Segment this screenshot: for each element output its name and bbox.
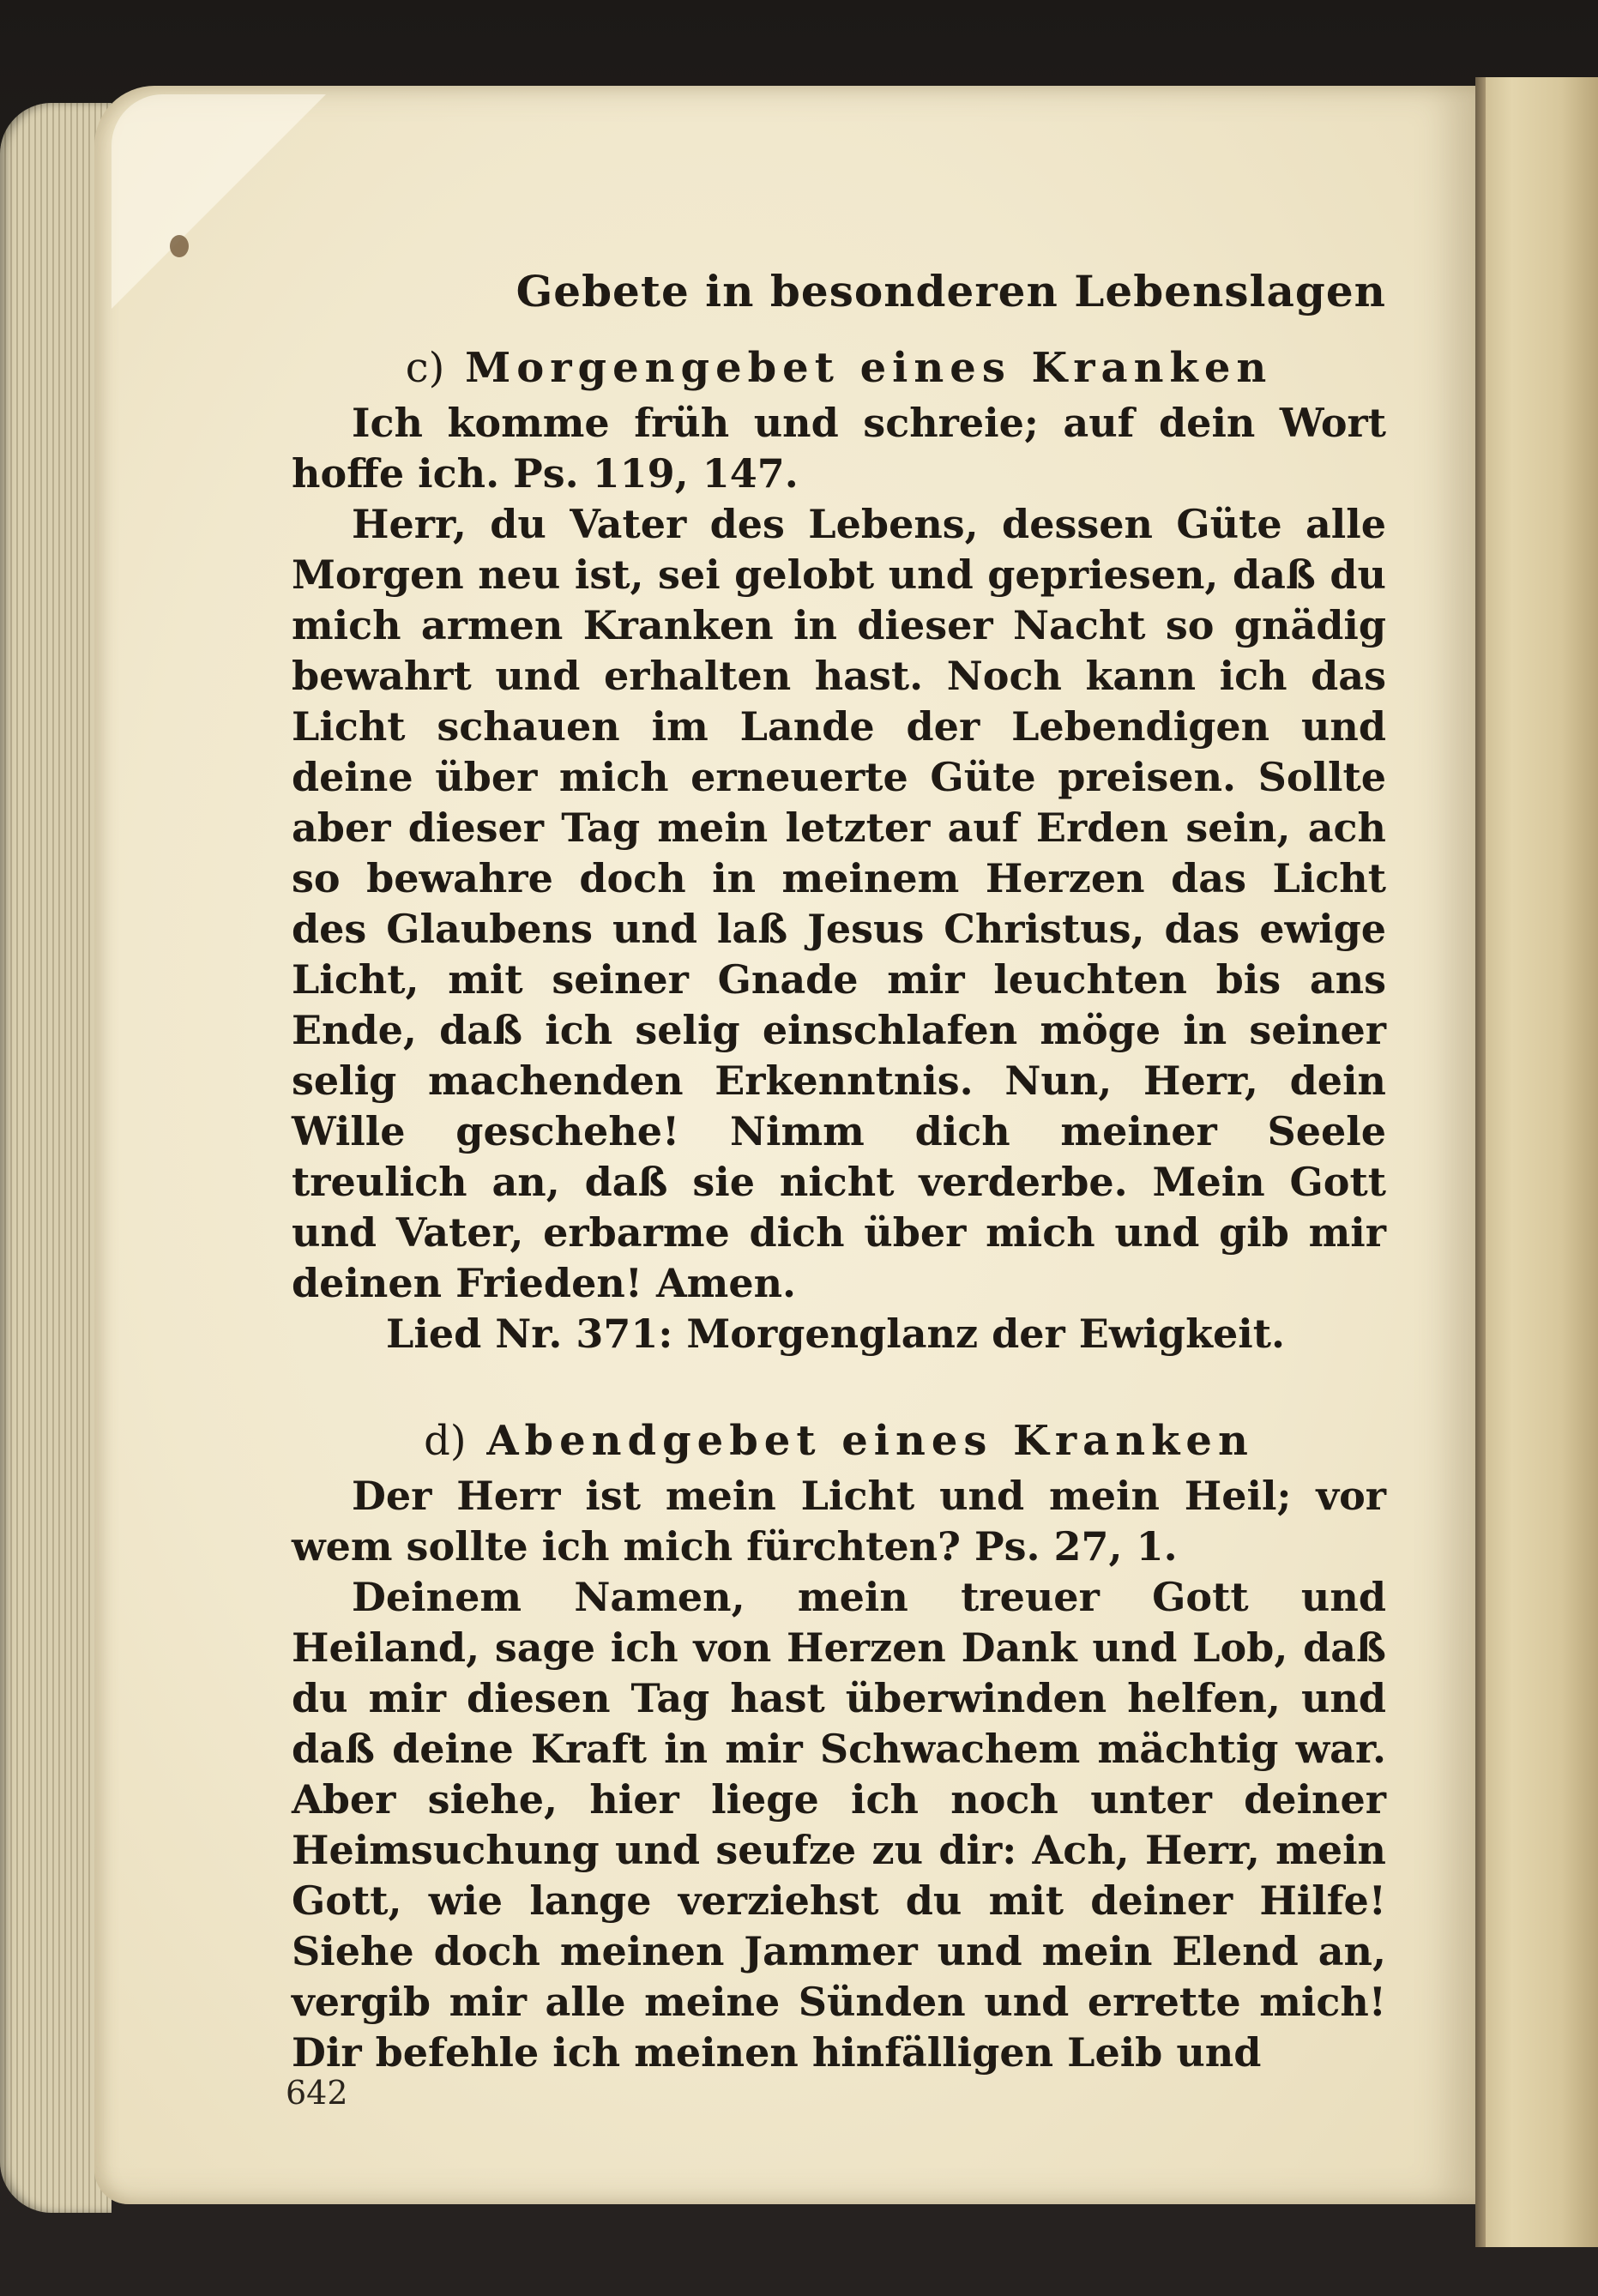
section-d-motto: Der Herr ist mein Licht und mein Heil; vor wem sollte ich mich fürchten? Ps. 27, 1. xyxy=(292,1473,1386,1570)
section-d-title xyxy=(292,1411,1386,1471)
section-d-prayer: Deinem Namen, mein treuer Gott und Heiland, sage ich von Herzen Dank und Lob, daß du mir diesen Tag hast überwinden helfen, und daß deine Kraft in mir Schwachem mächtig war. Aber siehe, hier liege ich noch unter deiner Heimsuchung und seufze zu dir: Ach, Herr, mein Gott, wie lange verziehst du mit deiner Hilfe! Siehe doch meinen Jammer und mein Elend an, vergib mir alle meine Sünden und errette mich! Dir befehle ich meinen hinfälligen Leib und xyxy=(292,1574,1386,2076)
section-c-letter: c) xyxy=(405,344,445,392)
page-text xyxy=(292,257,1386,2078)
section-c-heading: Morgengebet eines Kranken xyxy=(465,344,1273,392)
running-head: Gebete in besonderen Lebenslagen xyxy=(516,266,1386,316)
section-c-motto: Ich komme früh und schreie; auf dein Wort hoffe ich. Ps. 119, 147. xyxy=(292,400,1386,497)
section-c-title xyxy=(292,338,1386,398)
book-gutter xyxy=(1475,77,1598,2247)
paper-stain xyxy=(170,235,189,257)
section-d-letter: d) xyxy=(424,1417,467,1465)
section-c-hymn: Lied Nr. 371: Morgenglanz der Ewigkeit. xyxy=(386,1311,1285,1357)
section-spacer xyxy=(292,1359,1386,1411)
section-c-prayer: Herr, du Vater des Lebens, dessen Güte alle Morgen neu ist, sei gelobt und gepriesen, daß du mich armen Kranken in dieser Nacht so gnädig bewahrt und erhalten hast. Noch kann ich das Licht schauen im Lande der Lebendigen und deine über mich erneuerte Güte preisen. Sollte aber dieser Tag mein letzter auf Erden sein, ach so bewahre doch in meinem Herzen das Licht des Glaubens und laß Jesus Christus, das ewige Licht, mit seiner Gnade mir leuchten bis ans Ende, daß ich selig einschlafen möge in seiner selig machenden Erkenntnis. Nun, Herr, dein Wille geschehe! Nimm dich meiner Seele treulich an, daß sie nicht verderbe. Mein Gott und Vater, erbarme dich über mich und gib mir deinen Frieden! Amen. xyxy=(292,501,1386,1306)
section-d-heading: Abendgebet eines Kranken xyxy=(486,1417,1254,1465)
page-number: 642 xyxy=(286,2074,348,2112)
